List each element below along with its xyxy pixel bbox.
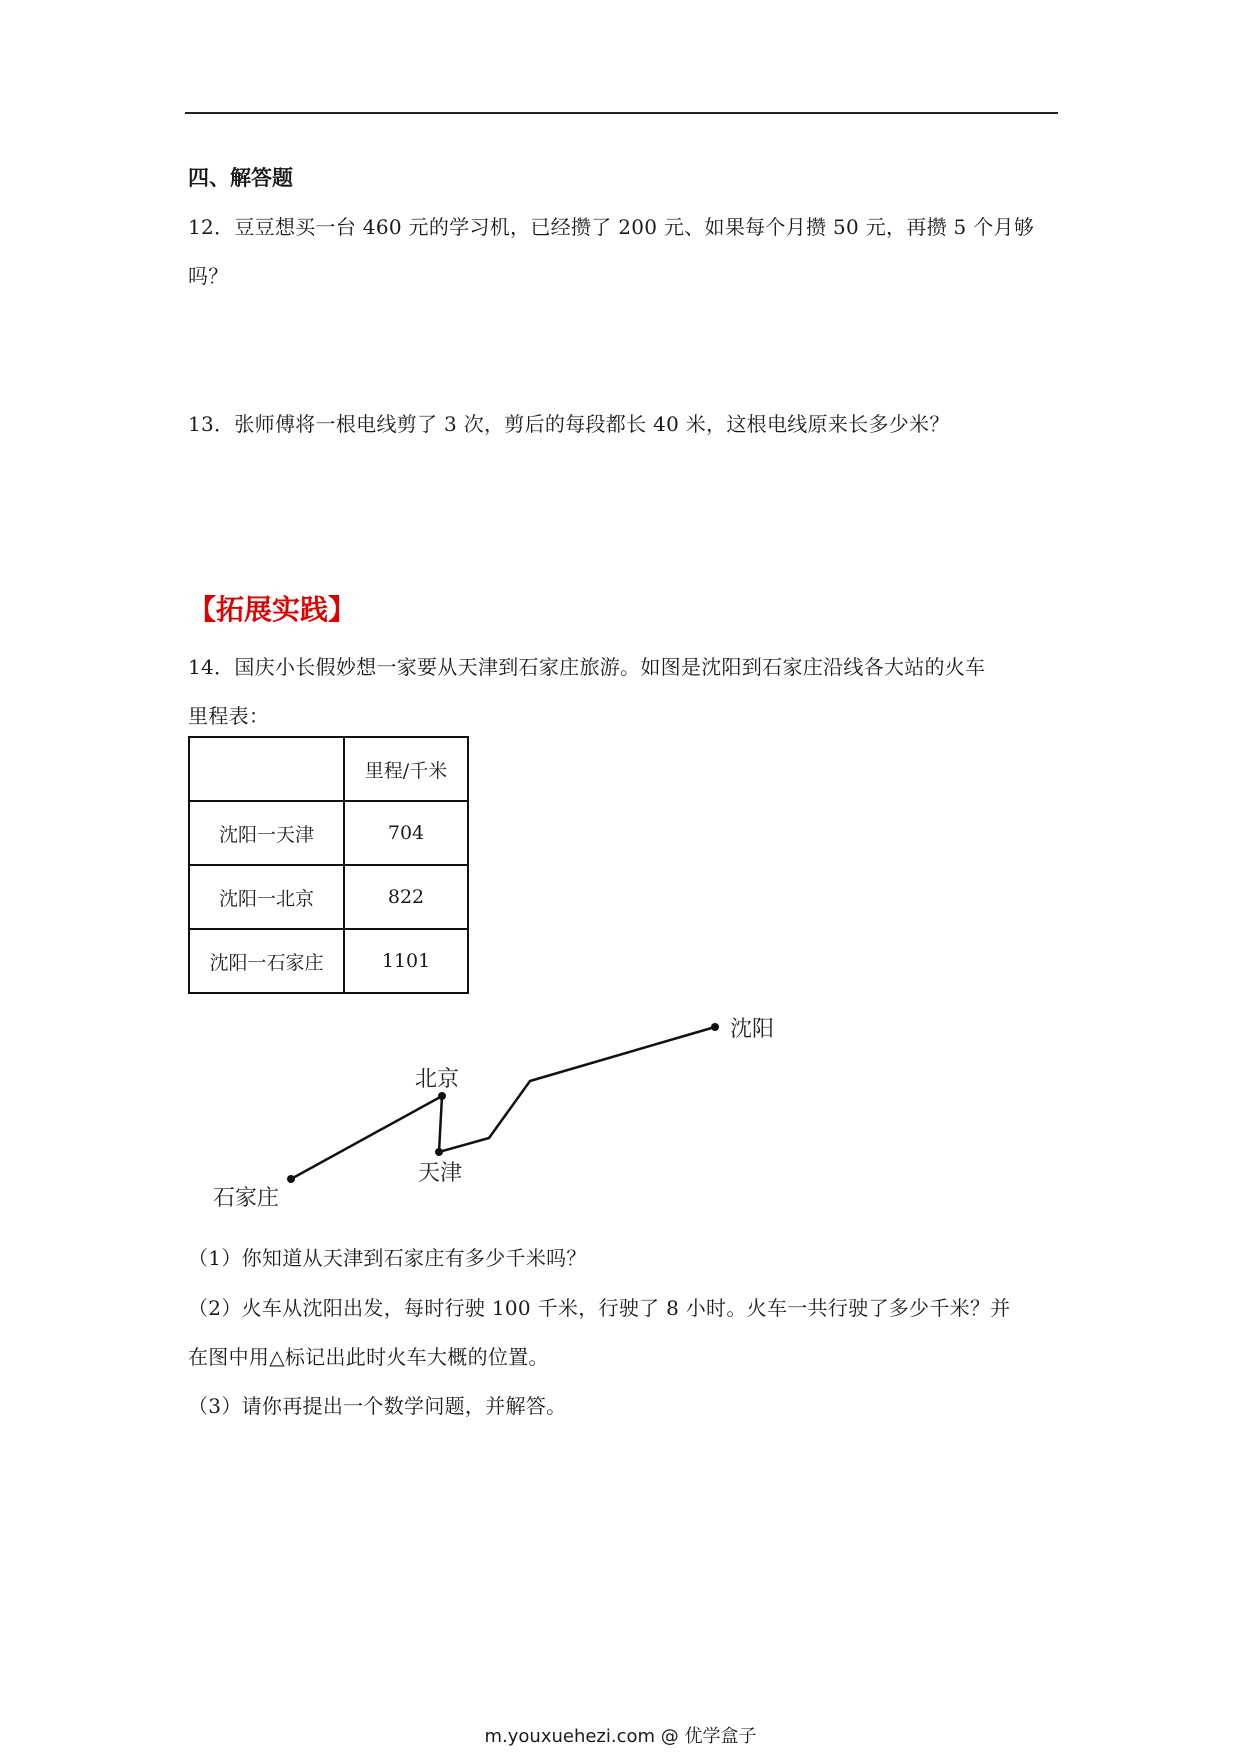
- table-cell-route: 沈阳一北京: [189, 865, 344, 929]
- station-dot-shenyang: [711, 1023, 719, 1031]
- station-dot-tianjin: [435, 1148, 443, 1156]
- table-cell-route: 沈阳一天津: [189, 801, 344, 865]
- extension-title: 【拓展实践】: [188, 593, 357, 626]
- question-12-line-2: 吗？: [188, 264, 229, 288]
- question-14-part-1: （1）你知道从天津到石家庄有多少千米吗？: [188, 1246, 587, 1270]
- question-14-part-3: （3）请你再提出一个数学问题，并解答。: [188, 1394, 567, 1418]
- question-14-part-2-line-2: 在图中用△标记出此时火车大概的位置。: [188, 1345, 549, 1369]
- table-cell-distance: 1101: [344, 929, 468, 993]
- station-dot-beijing: [438, 1092, 446, 1100]
- table-cell-route: 沈阳一石家庄: [189, 929, 344, 993]
- station-dot-shijiazhuang: [287, 1175, 295, 1183]
- station-label-shenyang: 沈阳: [730, 1017, 775, 1042]
- table-cell-distance: 704: [344, 801, 468, 865]
- question-14-line-2: 里程表：: [188, 704, 270, 728]
- table-cell-distance: 822: [344, 865, 468, 929]
- section-heading: 四、解答题: [188, 166, 293, 190]
- station-label-shijiazhuang: 石家庄: [213, 1186, 280, 1211]
- question-14-line-1: 14．国庆小长假妙想一家要从天津到石家庄旅游。如图是沈阳到石家庄沿线各大站的火车: [188, 655, 986, 679]
- question-13: 13．张师傅将一根电线剪了 3 次，剪后的每段都长 40 米，这根电线原来长多少米？: [188, 412, 950, 436]
- footer-watermark: m.youxuehezi.com @ 优学盒子: [484, 1726, 757, 1747]
- station-label-tianjin: 天津: [418, 1161, 463, 1186]
- railway-line: [291, 1027, 715, 1179]
- question-12-line-1: 12．豆豆想买一台 460 元的学习机，已经攒了 200 元、如果每个月攒 50 元，再攒 5 个月够: [188, 215, 1035, 239]
- question-14-part-2-line-1: （2）火车从沈阳出发，每时行驶 100 千米，行驶了 8 小时。火车一共行驶了多少千米？并: [188, 1296, 1011, 1320]
- table-header-cell: 里程/千米: [344, 737, 468, 801]
- station-label-beijing: 北京: [415, 1067, 460, 1092]
